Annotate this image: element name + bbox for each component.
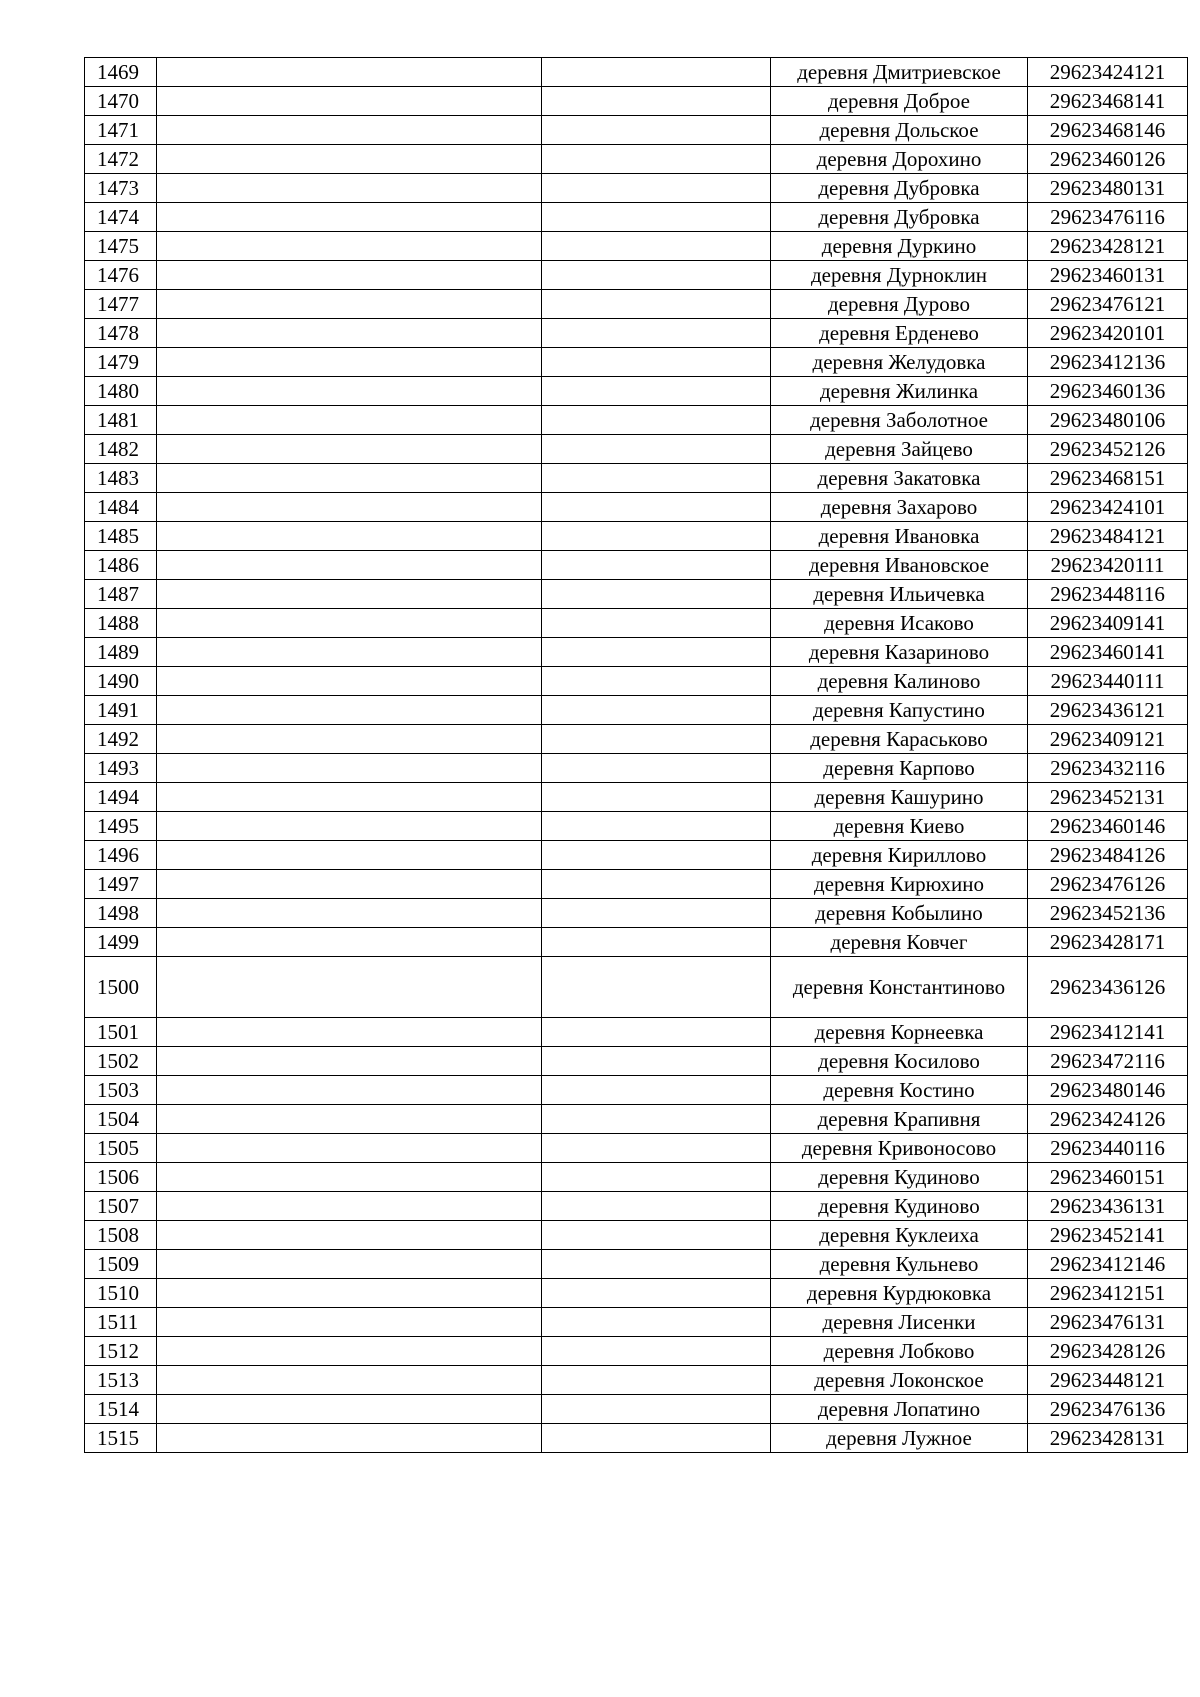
row-number-cell: 1483: [85, 464, 157, 493]
oktmo-code-cell: 29623436126: [1028, 957, 1188, 1018]
row-number-cell: 1515: [85, 1424, 157, 1453]
empty-cell: [157, 783, 542, 812]
oktmo-code-cell: 29623452136: [1028, 899, 1188, 928]
empty-cell: [157, 1047, 542, 1076]
settlement-name-cell: деревня Костино: [771, 1076, 1028, 1105]
empty-cell: [157, 696, 542, 725]
settlement-name-cell: деревня Капустино: [771, 696, 1028, 725]
empty-cell: [157, 87, 542, 116]
oktmo-code-cell: 29623409121: [1028, 725, 1188, 754]
settlement-name-cell: деревня Дубровка: [771, 174, 1028, 203]
settlement-name-cell: деревня Исаково: [771, 609, 1028, 638]
empty-cell: [542, 841, 771, 870]
settlement-name-cell: деревня Куклеиха: [771, 1221, 1028, 1250]
settlement-name-cell: деревня Лобково: [771, 1337, 1028, 1366]
table-row: [85, 232, 1188, 261]
row-number-cell: 1508: [85, 1221, 157, 1250]
row-number-cell: 1509: [85, 1250, 157, 1279]
settlement-name-cell: деревня Корнеевка: [771, 1018, 1028, 1047]
row-number-cell: 1472: [85, 145, 157, 174]
row-number-cell: 1480: [85, 377, 157, 406]
empty-cell: [542, 870, 771, 899]
row-number-cell: 1513: [85, 1366, 157, 1395]
settlement-name-cell: деревня Константиново: [771, 957, 1028, 1018]
oktmo-code-cell: 29623476136: [1028, 1395, 1188, 1424]
settlement-name-cell: деревня Караськово: [771, 725, 1028, 754]
table-row: [85, 348, 1188, 377]
row-number-cell: 1488: [85, 609, 157, 638]
settlement-name-cell: деревня Зайцево: [771, 435, 1028, 464]
row-number-cell: 1477: [85, 290, 157, 319]
row-number-cell: 1494: [85, 783, 157, 812]
empty-cell: [157, 1018, 542, 1047]
settlement-name-cell: деревня Ивановка: [771, 522, 1028, 551]
empty-cell: [157, 1424, 542, 1453]
settlement-name-cell: деревня Крапивня: [771, 1105, 1028, 1134]
row-number-cell: 1512: [85, 1337, 157, 1366]
empty-cell: [157, 870, 542, 899]
empty-cell: [157, 1337, 542, 1366]
oktmo-code-cell: 29623428121: [1028, 232, 1188, 261]
settlement-name-cell: деревня Ковчег: [771, 928, 1028, 957]
settlement-name-cell: деревня Дольское: [771, 116, 1028, 145]
row-number-cell: 1493: [85, 754, 157, 783]
table-row: [85, 957, 1188, 1018]
empty-cell: [157, 1076, 542, 1105]
settlement-name-cell: деревня Казариново: [771, 638, 1028, 667]
empty-cell: [542, 348, 771, 377]
empty-cell: [157, 725, 542, 754]
registry-table-body: [85, 58, 1188, 1453]
row-number-cell: 1501: [85, 1018, 157, 1047]
empty-cell: [542, 203, 771, 232]
empty-cell: [542, 174, 771, 203]
oktmo-code-cell: 29623480146: [1028, 1076, 1188, 1105]
empty-cell: [157, 1221, 542, 1250]
table-row: [85, 667, 1188, 696]
settlement-name-cell: деревня Ивановское: [771, 551, 1028, 580]
empty-cell: [157, 957, 542, 1018]
oktmo-code-cell: 29623448116: [1028, 580, 1188, 609]
oktmo-code-cell: 29623460146: [1028, 812, 1188, 841]
oktmo-code-cell: 29623448121: [1028, 1366, 1188, 1395]
settlement-name-cell: деревня Лисенки: [771, 1308, 1028, 1337]
empty-cell: [157, 638, 542, 667]
row-number-cell: 1499: [85, 928, 157, 957]
row-number-cell: 1479: [85, 348, 157, 377]
oktmo-code-cell: 29623420101: [1028, 319, 1188, 348]
empty-cell: [157, 1250, 542, 1279]
settlement-name-cell: деревня Лопатино: [771, 1395, 1028, 1424]
settlement-name-cell: деревня Косилово: [771, 1047, 1028, 1076]
empty-cell: [157, 1308, 542, 1337]
settlement-name-cell: деревня Закатовка: [771, 464, 1028, 493]
settlement-name-cell: деревня Заболотное: [771, 406, 1028, 435]
empty-cell: [157, 174, 542, 203]
oktmo-code-cell: 29623428126: [1028, 1337, 1188, 1366]
oktmo-code-cell: 29623409141: [1028, 609, 1188, 638]
empty-cell: [542, 87, 771, 116]
empty-cell: [542, 145, 771, 174]
settlement-name-cell: деревня Ерденево: [771, 319, 1028, 348]
oktmo-code-cell: 29623440116: [1028, 1134, 1188, 1163]
oktmo-code-cell: 29623412146: [1028, 1250, 1188, 1279]
table-row: [85, 1018, 1188, 1047]
table-row: [85, 696, 1188, 725]
table-row: [85, 1337, 1188, 1366]
empty-cell: [542, 899, 771, 928]
settlement-name-cell: деревня Дубровка: [771, 203, 1028, 232]
settlement-name-cell: деревня Дмитриевское: [771, 58, 1028, 87]
table-row: [85, 580, 1188, 609]
empty-cell: [542, 1279, 771, 1308]
row-number-cell: 1470: [85, 87, 157, 116]
oktmo-code-cell: 29623412136: [1028, 348, 1188, 377]
table-row: [85, 899, 1188, 928]
table-row: [85, 203, 1188, 232]
table-row: [85, 87, 1188, 116]
oktmo-code-cell: 29623468146: [1028, 116, 1188, 145]
oktmo-code-cell: 29623452131: [1028, 783, 1188, 812]
row-number-cell: 1500: [85, 957, 157, 1018]
empty-cell: [542, 319, 771, 348]
empty-cell: [157, 1134, 542, 1163]
settlement-name-cell: деревня Дурово: [771, 290, 1028, 319]
table-row: [85, 725, 1188, 754]
settlement-name-cell: деревня Кобылино: [771, 899, 1028, 928]
table-row: [85, 783, 1188, 812]
empty-cell: [157, 1105, 542, 1134]
row-number-cell: 1492: [85, 725, 157, 754]
empty-cell: [157, 1366, 542, 1395]
row-number-cell: 1506: [85, 1163, 157, 1192]
settlement-name-cell: деревня Кудиново: [771, 1192, 1028, 1221]
empty-cell: [542, 957, 771, 1018]
row-number-cell: 1486: [85, 551, 157, 580]
oktmo-code-cell: 29623452141: [1028, 1221, 1188, 1250]
empty-cell: [542, 1424, 771, 1453]
empty-cell: [542, 1221, 771, 1250]
row-number-cell: 1510: [85, 1279, 157, 1308]
table-row: [85, 290, 1188, 319]
settlement-name-cell: деревня Желудовка: [771, 348, 1028, 377]
empty-cell: [157, 145, 542, 174]
empty-cell: [157, 232, 542, 261]
table-row: [85, 58, 1188, 87]
oktmo-code-cell: 29623412151: [1028, 1279, 1188, 1308]
table-row: [85, 1163, 1188, 1192]
empty-cell: [157, 667, 542, 696]
row-number-cell: 1487: [85, 580, 157, 609]
table-row: [85, 1366, 1188, 1395]
table-row: [85, 1424, 1188, 1453]
empty-cell: [542, 522, 771, 551]
empty-cell: [157, 551, 542, 580]
empty-cell: [542, 1076, 771, 1105]
settlement-name-cell: деревня Дурноклин: [771, 261, 1028, 290]
row-number-cell: 1469: [85, 58, 157, 87]
empty-cell: [157, 609, 542, 638]
empty-cell: [542, 638, 771, 667]
settlement-name-cell: деревня Ильичевка: [771, 580, 1028, 609]
settlement-name-cell: деревня Кудиново: [771, 1163, 1028, 1192]
oktmo-code-cell: 29623484121: [1028, 522, 1188, 551]
empty-cell: [542, 1366, 771, 1395]
table-row: [85, 1105, 1188, 1134]
empty-cell: [542, 1395, 771, 1424]
empty-cell: [157, 1395, 542, 1424]
row-number-cell: 1489: [85, 638, 157, 667]
oktmo-code-cell: 29623460126: [1028, 145, 1188, 174]
row-number-cell: 1482: [85, 435, 157, 464]
empty-cell: [157, 899, 542, 928]
empty-cell: [542, 232, 771, 261]
table-row: [85, 928, 1188, 957]
row-number-cell: 1478: [85, 319, 157, 348]
row-number-cell: 1497: [85, 870, 157, 899]
row-number-cell: 1491: [85, 696, 157, 725]
empty-cell: [157, 261, 542, 290]
empty-cell: [542, 1047, 771, 1076]
settlement-name-cell: деревня Кульнево: [771, 1250, 1028, 1279]
table-row: [85, 638, 1188, 667]
empty-cell: [157, 58, 542, 87]
empty-cell: [542, 1134, 771, 1163]
oktmo-code-cell: 29623424121: [1028, 58, 1188, 87]
settlement-name-cell: деревня Калиново: [771, 667, 1028, 696]
oktmo-code-cell: 29623468141: [1028, 87, 1188, 116]
empty-cell: [157, 493, 542, 522]
settlement-name-cell: деревня Доброе: [771, 87, 1028, 116]
row-number-cell: 1471: [85, 116, 157, 145]
empty-cell: [157, 435, 542, 464]
table-row: [85, 493, 1188, 522]
empty-cell: [542, 116, 771, 145]
settlement-name-cell: деревня Курдюковка: [771, 1279, 1028, 1308]
empty-cell: [542, 928, 771, 957]
table-row: [85, 1076, 1188, 1105]
settlement-name-cell: деревня Дуркино: [771, 232, 1028, 261]
empty-cell: [542, 261, 771, 290]
row-number-cell: 1503: [85, 1076, 157, 1105]
row-number-cell: 1490: [85, 667, 157, 696]
oktmo-code-cell: 29623440111: [1028, 667, 1188, 696]
table-row: [85, 406, 1188, 435]
oktmo-code-cell: 29623472116: [1028, 1047, 1188, 1076]
empty-cell: [157, 841, 542, 870]
table-row: [85, 435, 1188, 464]
empty-cell: [542, 696, 771, 725]
empty-cell: [542, 493, 771, 522]
empty-cell: [542, 754, 771, 783]
empty-cell: [157, 1163, 542, 1192]
table-row: [85, 1221, 1188, 1250]
empty-cell: [157, 377, 542, 406]
empty-cell: [157, 203, 542, 232]
oktmo-code-cell: 29623468151: [1028, 464, 1188, 493]
empty-cell: [157, 812, 542, 841]
settlement-name-cell: деревня Локонское: [771, 1366, 1028, 1395]
row-number-cell: 1485: [85, 522, 157, 551]
oktmo-code-cell: 29623436121: [1028, 696, 1188, 725]
empty-cell: [157, 928, 542, 957]
row-number-cell: 1502: [85, 1047, 157, 1076]
empty-cell: [542, 812, 771, 841]
oktmo-code-cell: 29623480131: [1028, 174, 1188, 203]
empty-cell: [542, 1250, 771, 1279]
table-row: [85, 116, 1188, 145]
settlement-name-cell: деревня Кирюхино: [771, 870, 1028, 899]
oktmo-code-cell: 29623436131: [1028, 1192, 1188, 1221]
empty-cell: [542, 725, 771, 754]
oktmo-code-cell: 29623476116: [1028, 203, 1188, 232]
table-row: [85, 464, 1188, 493]
settlement-name-cell: деревня Жилинка: [771, 377, 1028, 406]
settlement-name-cell: деревня Кашурино: [771, 783, 1028, 812]
table-row: [85, 754, 1188, 783]
empty-cell: [542, 609, 771, 638]
row-number-cell: 1481: [85, 406, 157, 435]
settlement-registry-table: [84, 57, 1188, 1453]
empty-cell: [542, 377, 771, 406]
oktmo-code-cell: 29623460141: [1028, 638, 1188, 667]
row-number-cell: 1496: [85, 841, 157, 870]
empty-cell: [157, 1279, 542, 1308]
empty-cell: [157, 406, 542, 435]
row-number-cell: 1498: [85, 899, 157, 928]
empty-cell: [157, 580, 542, 609]
settlement-name-cell: деревня Кривоносово: [771, 1134, 1028, 1163]
oktmo-code-cell: 29623460131: [1028, 261, 1188, 290]
oktmo-code-cell: 29623432116: [1028, 754, 1188, 783]
table-row: [85, 145, 1188, 174]
oktmo-code-cell: 29623428171: [1028, 928, 1188, 957]
empty-cell: [157, 522, 542, 551]
empty-cell: [157, 464, 542, 493]
table-row: [85, 1279, 1188, 1308]
empty-cell: [542, 1192, 771, 1221]
empty-cell: [157, 116, 542, 145]
oktmo-code-cell: 29623460136: [1028, 377, 1188, 406]
table-row: [85, 319, 1188, 348]
empty-cell: [157, 290, 542, 319]
empty-cell: [542, 1018, 771, 1047]
empty-cell: [542, 1105, 771, 1134]
oktmo-code-cell: 29623424101: [1028, 493, 1188, 522]
settlement-name-cell: деревня Карпово: [771, 754, 1028, 783]
oktmo-code-cell: 29623460151: [1028, 1163, 1188, 1192]
settlement-name-cell: деревня Кириллово: [771, 841, 1028, 870]
table-row: [85, 1192, 1188, 1221]
row-number-cell: 1473: [85, 174, 157, 203]
empty-cell: [157, 1192, 542, 1221]
empty-cell: [542, 464, 771, 493]
oktmo-code-cell: 29623428131: [1028, 1424, 1188, 1453]
row-number-cell: 1495: [85, 812, 157, 841]
empty-cell: [542, 290, 771, 319]
table-row: [85, 870, 1188, 899]
table-row: [85, 174, 1188, 203]
row-number-cell: 1504: [85, 1105, 157, 1134]
oktmo-code-cell: 29623484126: [1028, 841, 1188, 870]
table-row: [85, 261, 1188, 290]
empty-cell: [542, 783, 771, 812]
empty-cell: [157, 348, 542, 377]
table-row: [85, 812, 1188, 841]
empty-cell: [157, 754, 542, 783]
settlement-name-cell: деревня Лужное: [771, 1424, 1028, 1453]
empty-cell: [542, 58, 771, 87]
settlement-name-cell: деревня Захарово: [771, 493, 1028, 522]
oktmo-code-cell: 29623476126: [1028, 870, 1188, 899]
oktmo-code-cell: 29623476121: [1028, 290, 1188, 319]
oktmo-code-cell: 29623480106: [1028, 406, 1188, 435]
settlement-name-cell: деревня Киево: [771, 812, 1028, 841]
table-row: [85, 1308, 1188, 1337]
table-row: [85, 1047, 1188, 1076]
empty-cell: [542, 667, 771, 696]
row-number-cell: 1474: [85, 203, 157, 232]
row-number-cell: 1484: [85, 493, 157, 522]
table-row: [85, 1395, 1188, 1424]
row-number-cell: 1505: [85, 1134, 157, 1163]
oktmo-code-cell: 29623420111: [1028, 551, 1188, 580]
table-row: [85, 377, 1188, 406]
table-row: [85, 551, 1188, 580]
oktmo-code-cell: 29623424126: [1028, 1105, 1188, 1134]
empty-cell: [542, 1163, 771, 1192]
row-number-cell: 1507: [85, 1192, 157, 1221]
table-row: [85, 522, 1188, 551]
row-number-cell: 1514: [85, 1395, 157, 1424]
empty-cell: [542, 1308, 771, 1337]
oktmo-code-cell: 29623476131: [1028, 1308, 1188, 1337]
empty-cell: [542, 551, 771, 580]
oktmo-code-cell: 29623412141: [1028, 1018, 1188, 1047]
table-row: [85, 1250, 1188, 1279]
empty-cell: [542, 580, 771, 609]
table-row: [85, 1134, 1188, 1163]
row-number-cell: 1475: [85, 232, 157, 261]
row-number-cell: 1511: [85, 1308, 157, 1337]
table-row: [85, 609, 1188, 638]
row-number-cell: 1476: [85, 261, 157, 290]
empty-cell: [157, 319, 542, 348]
empty-cell: [542, 435, 771, 464]
empty-cell: [542, 1337, 771, 1366]
oktmo-code-cell: 29623452126: [1028, 435, 1188, 464]
settlement-name-cell: деревня Дорохино: [771, 145, 1028, 174]
empty-cell: [542, 406, 771, 435]
table-row: [85, 841, 1188, 870]
